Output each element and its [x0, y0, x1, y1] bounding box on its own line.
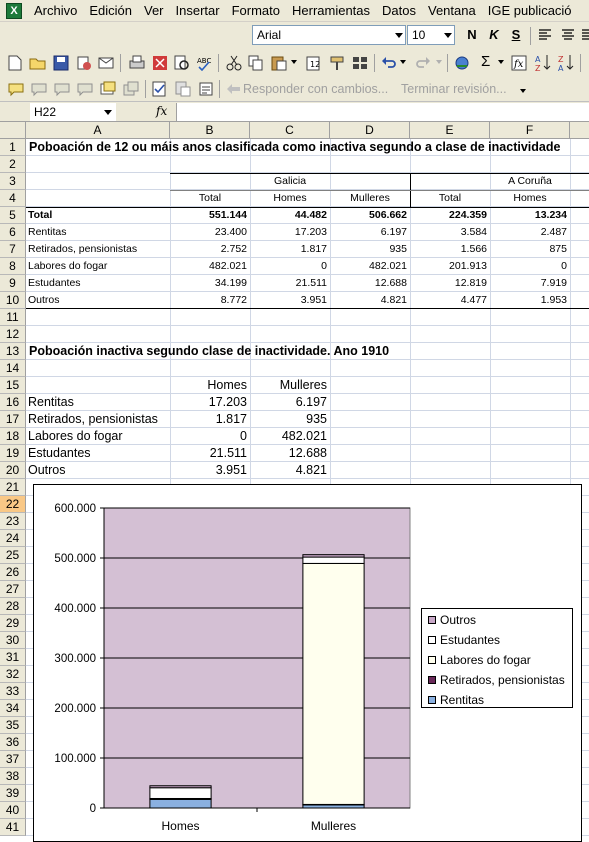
bar-segment	[303, 557, 364, 563]
x-tick-label: Mulleres	[310, 819, 357, 833]
formatting-toolbar	[0, 22, 589, 50]
row-header-33[interactable]: 33	[0, 683, 26, 700]
legend-label: Retirados, pensionistas	[440, 673, 565, 687]
column-header-d[interactable]: D	[330, 122, 410, 139]
table1-cell[interactable]: 2.752	[220, 243, 247, 255]
table1-cell[interactable]: 482.021	[369, 260, 407, 272]
row-header-11[interactable]: 11	[0, 309, 26, 326]
table2-row-label[interactable]: Labores do fogar	[28, 429, 123, 443]
row-header-7[interactable]: 7	[0, 241, 26, 258]
row-header-39[interactable]: 39	[0, 785, 26, 802]
table1-cell[interactable]: 4.821	[380, 294, 407, 306]
menu-insertar[interactable]: Insertar	[175, 3, 220, 18]
font-name-select[interactable]	[252, 25, 406, 45]
toolbar-separator	[447, 54, 448, 72]
table2-cell[interactable]: 482.021	[281, 429, 327, 443]
legend-label: Estudantes	[440, 633, 501, 647]
row-header-25[interactable]: 25	[0, 547, 26, 564]
row-header-20[interactable]: 20	[0, 462, 26, 479]
bar-segment	[150, 786, 211, 788]
legend-item[interactable]	[428, 652, 531, 668]
table1-cell[interactable]: 21.511	[295, 277, 327, 289]
table1-cell[interactable]: 201.913	[449, 260, 487, 272]
toolbar-separator	[145, 80, 146, 98]
new-document-icon[interactable]	[8, 55, 22, 71]
table2-header-homes[interactable]: Homes	[207, 378, 247, 392]
legend-label: Rentitas	[440, 693, 485, 707]
row-header-38[interactable]: 38	[0, 768, 26, 785]
table2-cell[interactable]: 0	[240, 429, 247, 443]
table1-cell[interactable]: 17.203	[294, 226, 327, 238]
underline-button[interactable]: S	[511, 27, 521, 42]
formula-input[interactable]	[176, 103, 589, 121]
menu-archivo[interactable]: Archivo	[34, 3, 78, 18]
legend-swatch	[428, 676, 436, 684]
sort-ascending-icon[interactable]	[535, 53, 551, 73]
legend-item[interactable]	[428, 612, 476, 628]
row-header-1[interactable]: 1	[0, 139, 26, 156]
table1-cell[interactable]: 34.199	[214, 277, 247, 289]
row-header-9[interactable]: 9	[0, 275, 26, 292]
previous-comment-icon[interactable]	[54, 81, 70, 97]
redo-icon[interactable]	[415, 55, 431, 71]
row-header-5[interactable]: 5	[0, 207, 26, 224]
table1-cell[interactable]: 506.662	[369, 209, 407, 221]
send-review-icon[interactable]	[198, 81, 214, 97]
table1-cell[interactable]: 935	[389, 243, 407, 255]
menu-ige-publicacion[interactable]: IGE publicació	[487, 3, 572, 18]
reviewing-toolbar	[0, 76, 589, 102]
chevron-down-icon[interactable]	[104, 110, 112, 115]
table1-row-label[interactable]: Outros	[28, 294, 60, 306]
table2-cell[interactable]: 21.511	[209, 446, 247, 460]
paste-special-icon[interactable]	[306, 55, 322, 71]
row-header-13[interactable]: 13	[0, 343, 26, 360]
cut-icon[interactable]	[226, 55, 242, 71]
toolbar-separator	[120, 54, 121, 72]
table1-cell[interactable]: 3.584	[460, 226, 487, 238]
row-header-40[interactable]: 40	[0, 802, 26, 819]
table2-cell[interactable]: 3.951	[215, 463, 247, 477]
table2-cell[interactable]: 12.688	[288, 446, 327, 460]
row-header-17[interactable]: 17	[0, 411, 26, 428]
show-all-comments-icon[interactable]	[123, 81, 139, 97]
header-total-coruna[interactable]: Total	[438, 192, 462, 204]
show-comment-icon[interactable]	[100, 81, 116, 97]
chevron-down-icon[interactable]	[291, 60, 297, 64]
menu-bar	[0, 0, 589, 22]
table1-row-label[interactable]: Estudantes	[28, 277, 81, 289]
toolbar-separator	[530, 27, 531, 45]
table1-cell[interactable]: 0	[561, 260, 567, 272]
row-header-21[interactable]: 21	[0, 479, 26, 496]
table1-cell[interactable]: 7.919	[540, 277, 567, 289]
table2-cell[interactable]: 935	[306, 412, 327, 426]
svg-text:ABC: ABC	[197, 57, 212, 65]
function-wizard-icon[interactable]	[511, 55, 529, 71]
chart-legend[interactable]	[421, 608, 573, 708]
edit-comment-icon[interactable]	[31, 81, 47, 97]
y-tick-label: 200.000	[54, 703, 96, 715]
grid-layout-icon[interactable]	[352, 55, 368, 71]
chevron-down-icon	[444, 33, 452, 38]
end-review-button[interactable]: Terminar revisión...	[401, 82, 507, 96]
row-header-36[interactable]: 36	[0, 734, 26, 751]
table1-cell[interactable]: 4.477	[460, 294, 487, 306]
table1-row-label[interactable]: Labores do fogar	[28, 260, 108, 272]
table1-row-label[interactable]: Total	[28, 209, 53, 221]
table1-row-label[interactable]: Retirados, pensionistas	[28, 243, 138, 255]
row-header-19[interactable]: 19	[0, 445, 26, 462]
undo-icon[interactable]	[381, 55, 397, 71]
table1-cell[interactable]: 1.566	[460, 243, 487, 255]
table2-cell[interactable]: 17.203	[208, 395, 247, 409]
table2-row-label[interactable]: Rentitas	[28, 395, 74, 409]
format-painter-icon[interactable]	[329, 55, 345, 71]
toolbar-separator	[218, 54, 219, 72]
sort-descending-icon[interactable]	[558, 53, 574, 73]
table1-row-label[interactable]: Rentitas	[28, 226, 67, 238]
standard-toolbar	[0, 50, 589, 76]
svg-text:A: A	[535, 55, 541, 64]
legend-swatch	[428, 636, 436, 644]
table1-cell[interactable]: 482.021	[209, 260, 247, 272]
legend-swatch	[428, 696, 436, 704]
grid-row-line	[26, 325, 589, 326]
table1-cell[interactable]: 1.817	[300, 243, 327, 255]
select-all-corner[interactable]	[0, 122, 26, 139]
toolbar-separator	[580, 54, 581, 72]
chevron-down-icon[interactable]	[436, 60, 442, 64]
chevron-down-icon[interactable]	[400, 60, 406, 64]
legend-label: Outros	[440, 613, 477, 627]
table1-title[interactable]: Poboación de 12 ou máis anos clasificada como inactiva segundo a clase de inactividade	[29, 140, 561, 154]
column-header-f[interactable]: F	[490, 122, 570, 139]
x-tick-label: Homes	[161, 819, 200, 833]
y-tick-label: 0	[89, 803, 96, 815]
row-header-30[interactable]: 30	[0, 632, 26, 649]
reply-with-changes-button[interactable]: Responder con cambios...	[243, 82, 389, 96]
row-header-6[interactable]: 6	[0, 224, 26, 241]
row-header-28[interactable]: 28	[0, 598, 26, 615]
table1-cell[interactable]: 875	[549, 243, 567, 255]
table2-row-label[interactable]: Retirados, pensionistas	[28, 412, 158, 426]
bar-segment	[150, 799, 211, 808]
svg-text:A: A	[558, 64, 564, 73]
table2-header-mulleres[interactable]: Mulleres	[279, 378, 327, 392]
hyperlink-icon[interactable]	[454, 55, 470, 71]
align-left-icon[interactable]	[538, 28, 552, 42]
print-icon[interactable]	[128, 55, 146, 71]
font-size-select[interactable]	[407, 25, 455, 45]
menu-herramientas[interactable]: Herramientas	[292, 3, 371, 18]
table1-cell[interactable]: 12.819	[454, 277, 487, 289]
table2-row-label[interactable]: Outros	[28, 463, 66, 477]
table2-cell[interactable]: 1.817	[215, 412, 247, 426]
table1-cell[interactable]: 1.953	[540, 294, 567, 306]
row-header-27[interactable]: 27	[0, 581, 26, 598]
chevron-down-icon	[395, 33, 403, 38]
name-box-value: H22	[34, 105, 57, 119]
table1-cell[interactable]: 3.951	[300, 294, 327, 306]
protect-sharing-icon[interactable]	[175, 81, 191, 97]
chevron-down-icon[interactable]	[498, 60, 504, 64]
legend-item[interactable]	[428, 672, 565, 688]
row-header-15[interactable]: 15	[0, 377, 26, 394]
row-header-29[interactable]: 29	[0, 615, 26, 632]
column-header-a[interactable]: A	[26, 122, 170, 139]
legend-swatch	[428, 616, 436, 624]
svg-text:fx: fx	[514, 59, 524, 70]
row-header-8[interactable]: 8	[0, 258, 26, 275]
paste-icon[interactable]	[271, 55, 287, 71]
excel-app-icon[interactable]: X	[6, 3, 22, 19]
row-header-14[interactable]: 14	[0, 360, 26, 377]
y-tick-label: 100.000	[54, 753, 96, 765]
y-tick-label: 300.000	[54, 653, 96, 665]
table2-title[interactable]: Poboación inactiva segundo clase de inactividade. Ano 1910	[29, 344, 390, 358]
table1-cell[interactable]: 12.688	[374, 277, 407, 289]
y-tick-label: 500.000	[54, 553, 96, 565]
table1-cell[interactable]: 551.144	[209, 209, 247, 221]
toolbar-options-chevron[interactable]	[520, 89, 526, 93]
italic-button[interactable]: K	[489, 27, 499, 42]
table2-row-label[interactable]: Estudantes	[28, 446, 91, 460]
copy-icon[interactable]	[248, 55, 264, 71]
table1-cell[interactable]: 8.772	[220, 294, 247, 306]
table1-cell[interactable]: 23.400	[214, 226, 247, 238]
name-box[interactable]	[30, 103, 116, 121]
row-header-26[interactable]: 26	[0, 564, 26, 581]
menu-datos[interactable]: Datos	[382, 3, 416, 18]
column-header-e[interactable]: E	[410, 122, 490, 139]
column-header-g[interactable]	[570, 122, 589, 139]
spelling-icon[interactable]	[196, 55, 212, 71]
row-header-10[interactable]: 10	[0, 292, 26, 309]
column-header-b[interactable]: B	[170, 122, 250, 139]
row-header-12[interactable]: 12	[0, 326, 26, 343]
row-header-18[interactable]: 18	[0, 428, 26, 445]
permission-icon[interactable]	[76, 55, 92, 71]
menu-ventana[interactable]: Ventana	[428, 3, 476, 18]
table1-cell[interactable]: 13.234	[534, 209, 567, 221]
legend-label: Labores do fogar	[440, 653, 531, 667]
group-galicia[interactable]: Galicia	[273, 175, 307, 187]
email-icon[interactable]	[98, 55, 114, 71]
row-header-22[interactable]: 22	[0, 496, 26, 513]
legend-item[interactable]	[428, 692, 484, 708]
reply-with-changes-icon	[226, 83, 242, 95]
header-mulleres[interactable]: Mulleres	[350, 192, 390, 204]
legend-swatch	[428, 656, 436, 664]
save-icon[interactable]	[53, 55, 69, 71]
menu-ver[interactable]: Ver	[144, 3, 164, 18]
row-header-2[interactable]: 2	[0, 156, 26, 173]
research-icon[interactable]	[152, 55, 168, 71]
table1-cell[interactable]: 2.487	[540, 226, 567, 238]
group-coruna[interactable]: A Coruña	[508, 175, 552, 187]
y-tick-label: 400.000	[54, 603, 96, 615]
bar-segment	[303, 555, 364, 557]
table2-cell[interactable]: 6.197	[295, 395, 327, 409]
row-header-35[interactable]: 35	[0, 717, 26, 734]
font-size-value: 10	[412, 28, 426, 42]
header-homes[interactable]: Homes	[273, 192, 307, 204]
align-center-icon[interactable]	[561, 28, 575, 42]
row-header-4[interactable]: 4	[0, 190, 26, 207]
toolbar-separator	[219, 80, 220, 98]
open-folder-icon[interactable]	[29, 55, 47, 71]
toolbar-separator	[374, 54, 375, 72]
header-homes-coruna[interactable]: Homes	[513, 192, 547, 204]
legend-item[interactable]	[428, 632, 500, 648]
menu-formato[interactable]: Formato	[231, 3, 280, 18]
svg-text:12: 12	[310, 60, 321, 69]
row-header-16[interactable]: 16	[0, 394, 26, 411]
menu-edicion[interactable]: Edición	[89, 3, 132, 18]
row-header-3[interactable]: 3	[0, 173, 26, 190]
bold-button[interactable]: N	[467, 27, 477, 42]
insert-function-icon[interactable]: fx	[156, 104, 168, 118]
new-comment-icon[interactable]	[8, 81, 24, 97]
formula-bar	[0, 102, 589, 122]
table1-cell[interactable]: 6.197	[380, 226, 407, 238]
row-header-31[interactable]: 31	[0, 649, 26, 666]
table2-cell[interactable]: 4.821	[295, 463, 327, 477]
table1-cell[interactable]: 0	[321, 260, 327, 272]
table1-bottom-border	[26, 308, 589, 309]
next-comment-icon[interactable]	[77, 81, 93, 97]
autosum-button[interactable]: Σ	[481, 53, 491, 70]
header-total[interactable]: Total	[198, 192, 222, 204]
row-header-34[interactable]: 34	[0, 700, 26, 717]
track-changes-icon[interactable]	[152, 81, 168, 97]
bar-segment	[150, 788, 211, 799]
bar-segment	[303, 563, 364, 804]
row-header-32[interactable]: 32	[0, 666, 26, 683]
row-header-23[interactable]: 23	[0, 513, 26, 530]
table1-cell[interactable]: 44.482	[294, 209, 327, 221]
row-header-37[interactable]: 37	[0, 751, 26, 768]
font-name-value: Arial	[257, 28, 282, 42]
align-right-icon[interactable]	[582, 28, 589, 42]
svg-text:Z: Z	[535, 64, 541, 73]
print-preview-icon[interactable]	[174, 55, 190, 71]
svg-text:Z: Z	[558, 55, 564, 64]
y-tick-label: 600.000	[54, 503, 96, 515]
row-header-24[interactable]: 24	[0, 530, 26, 547]
table1-cell[interactable]: 224.359	[449, 209, 487, 221]
row-header-41[interactable]: 41	[0, 819, 26, 836]
column-header-c[interactable]: C	[250, 122, 330, 139]
